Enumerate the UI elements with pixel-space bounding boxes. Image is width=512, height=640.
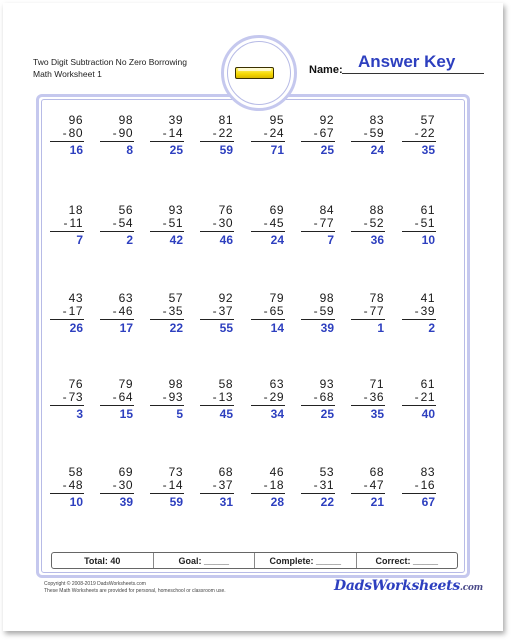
subtrahend: 14 xyxy=(168,126,183,140)
answer-rule xyxy=(150,319,184,320)
problem-item xyxy=(301,114,341,156)
subtrahend: 93 xyxy=(168,390,183,404)
subtrahend-line xyxy=(200,217,233,229)
answer: 35 xyxy=(370,407,384,421)
minus-sign: - xyxy=(212,126,218,140)
answer-rule xyxy=(251,319,285,320)
answer-rule xyxy=(251,141,285,142)
answer-rule xyxy=(402,405,436,406)
subtrahend: 37 xyxy=(218,304,233,318)
subtrahend-line xyxy=(50,391,83,403)
minus-sign: - xyxy=(263,390,269,404)
minus-sign: - xyxy=(363,216,369,230)
minus-sign: - xyxy=(62,478,68,492)
answer: 67 xyxy=(421,495,435,509)
minus-sign: - xyxy=(212,478,218,492)
answer-rule xyxy=(251,231,285,232)
minus-sign: - xyxy=(162,478,168,492)
answer: 59 xyxy=(219,143,233,157)
subtrahend: 54 xyxy=(118,216,133,230)
minuend: 73 xyxy=(168,465,183,479)
answer-rule xyxy=(301,319,335,320)
minus-sign: - xyxy=(112,390,118,404)
problem-item xyxy=(200,466,240,508)
problem-item xyxy=(150,204,190,246)
minus-sign: - xyxy=(212,216,218,230)
minuend: 98 xyxy=(168,377,183,391)
subtrahend: 65 xyxy=(269,304,284,318)
gold-bar-shine xyxy=(238,68,271,71)
subtrahend-line xyxy=(50,479,83,491)
minus-sign: - xyxy=(112,126,118,140)
minus-sign: - xyxy=(313,216,319,230)
answer-rule xyxy=(50,141,84,142)
minuend: 98 xyxy=(319,291,334,305)
name-label: Name: xyxy=(309,64,343,76)
subtrahend-line xyxy=(251,217,284,229)
answer-rule xyxy=(50,493,84,494)
problem-item xyxy=(301,378,341,420)
subtrahend: 80 xyxy=(68,126,83,140)
answer-rule xyxy=(200,405,234,406)
minuend: 58 xyxy=(218,377,233,391)
problem-item xyxy=(50,292,90,334)
subtrahend-line xyxy=(251,391,284,403)
minuend: 84 xyxy=(319,203,334,217)
subtrahend-line xyxy=(100,479,133,491)
subtrahend-line xyxy=(50,217,83,229)
problem-item xyxy=(251,466,291,508)
problem-item xyxy=(100,378,140,420)
minuend: 68 xyxy=(218,465,233,479)
answer-rule xyxy=(301,231,335,232)
minus-sign: - xyxy=(112,478,118,492)
problem-item xyxy=(402,292,442,334)
minuend: 39 xyxy=(168,113,183,127)
minus-sign: - xyxy=(162,304,168,318)
problem-item xyxy=(150,114,190,156)
minus-sign: - xyxy=(363,126,369,140)
problem-item xyxy=(251,378,291,420)
minuend: 43 xyxy=(68,291,83,305)
answer-rule xyxy=(50,231,84,232)
minuend: 76 xyxy=(68,377,83,391)
minuend: 81 xyxy=(218,113,233,127)
correct-cell: Correct: _____ xyxy=(375,555,439,566)
answer: 39 xyxy=(119,495,133,509)
answer-rule xyxy=(150,141,184,142)
copyright xyxy=(44,581,226,595)
minuend: 95 xyxy=(269,113,284,127)
problem-item xyxy=(50,114,90,156)
minuend: 88 xyxy=(369,203,384,217)
subtrahend: 16 xyxy=(420,478,435,492)
brand-name: DadsWorksheets xyxy=(334,578,460,594)
subtrahend-line xyxy=(301,391,334,403)
subtrahend-line xyxy=(402,479,435,491)
minus-sign: - xyxy=(363,478,369,492)
answer: 55 xyxy=(219,321,233,335)
answer-rule xyxy=(402,319,436,320)
minus-sign: - xyxy=(112,304,118,318)
answer: 8 xyxy=(126,143,133,157)
subtrahend-line xyxy=(402,391,435,403)
score-box xyxy=(51,552,458,569)
subtrahend: 31 xyxy=(319,478,334,492)
subtrahend-line xyxy=(150,127,183,139)
subtrahend: 22 xyxy=(420,126,435,140)
minus-sign: - xyxy=(414,126,420,140)
minuend: 79 xyxy=(118,377,133,391)
minuend: 69 xyxy=(118,465,133,479)
subtrahend-line xyxy=(301,305,334,317)
brand-logo[interactable] xyxy=(334,578,483,594)
answer-rule xyxy=(100,319,134,320)
title-line-2: Math Worksheet 1 xyxy=(33,69,102,79)
minuend: 58 xyxy=(68,465,83,479)
goal-cell: Goal: _____ xyxy=(154,553,256,568)
problem-item xyxy=(50,378,90,420)
answer: 40 xyxy=(421,407,435,421)
answer-rule xyxy=(351,141,385,142)
subtrahend: 68 xyxy=(319,390,334,404)
problem-item xyxy=(301,466,341,508)
answer-key-label: Answer Key xyxy=(358,52,456,71)
answer-rule xyxy=(351,319,385,320)
subtrahend: 59 xyxy=(319,304,334,318)
answer: 34 xyxy=(270,407,284,421)
problem-item xyxy=(200,378,240,420)
minuend: 93 xyxy=(319,377,334,391)
subtrahend-line xyxy=(351,217,384,229)
answer-rule xyxy=(150,405,184,406)
subtrahend-line xyxy=(351,391,384,403)
answer-rule xyxy=(402,231,436,232)
minuend: 76 xyxy=(218,203,233,217)
answer-rule xyxy=(301,141,335,142)
minus-sign: - xyxy=(263,478,269,492)
answer: 31 xyxy=(219,495,233,509)
subtrahend-line xyxy=(402,127,435,139)
answer-rule xyxy=(402,141,436,142)
answer: 7 xyxy=(327,233,334,247)
minus-sign: - xyxy=(62,390,68,404)
answer-rule xyxy=(150,493,184,494)
minuend: 63 xyxy=(118,291,133,305)
subtrahend: 22 xyxy=(218,126,233,140)
subtrahend-line xyxy=(351,127,384,139)
answer-rule xyxy=(150,231,184,232)
answer: 16 xyxy=(69,143,83,157)
minuend: 68 xyxy=(369,465,384,479)
problem-item xyxy=(50,204,90,246)
subtrahend: 73 xyxy=(68,390,83,404)
problem-item xyxy=(251,204,291,246)
minus-sign: - xyxy=(313,390,319,404)
subtrahend-line xyxy=(402,217,435,229)
problem-item xyxy=(251,114,291,156)
answer-rule xyxy=(301,405,335,406)
problem-item xyxy=(351,114,391,156)
subtrahend: 59 xyxy=(369,126,384,140)
minus-sign: - xyxy=(263,304,269,318)
answer-rule xyxy=(50,319,84,320)
answer: 21 xyxy=(370,495,384,509)
problem-item xyxy=(100,466,140,508)
answer-rule xyxy=(50,405,84,406)
copyright-line-2: These Math Worksheets are provided for personal, homeschool or classroom use. xyxy=(44,588,226,594)
subtrahend-line xyxy=(402,305,435,317)
name-line xyxy=(342,73,484,74)
subtrahend-line xyxy=(200,305,233,317)
subtrahend-line xyxy=(150,305,183,317)
minus-sign: - xyxy=(62,304,68,318)
answer-rule xyxy=(200,319,234,320)
subtrahend: 67 xyxy=(319,126,334,140)
subtrahend-line xyxy=(351,305,384,317)
problem-item xyxy=(150,466,190,508)
answer: 2 xyxy=(428,321,435,335)
subtrahend: 29 xyxy=(269,390,284,404)
minuend: 96 xyxy=(68,113,83,127)
problem-item xyxy=(200,204,240,246)
minuend: 61 xyxy=(420,377,435,391)
answer: 24 xyxy=(270,233,284,247)
problem-item xyxy=(351,204,391,246)
answer-rule xyxy=(351,493,385,494)
subtrahend: 51 xyxy=(168,216,183,230)
minuend: 79 xyxy=(269,291,284,305)
answer: 25 xyxy=(320,143,334,157)
problem-item xyxy=(150,378,190,420)
subtrahend: 21 xyxy=(420,390,435,404)
minuend: 61 xyxy=(420,203,435,217)
minus-sign: - xyxy=(162,390,168,404)
problem-item xyxy=(402,114,442,156)
minuend: 63 xyxy=(269,377,284,391)
minuend: 56 xyxy=(118,203,133,217)
minus-sign: - xyxy=(212,304,218,318)
answer: 26 xyxy=(69,321,83,335)
minus-sign: - xyxy=(363,390,369,404)
answer-rule xyxy=(402,493,436,494)
answer-rule xyxy=(100,141,134,142)
answer: 36 xyxy=(370,233,384,247)
answer-rule xyxy=(301,493,335,494)
answer: 24 xyxy=(370,143,384,157)
minus-sign: - xyxy=(212,390,218,404)
answer-rule xyxy=(351,405,385,406)
answer-rule xyxy=(100,405,134,406)
subtrahend: 45 xyxy=(269,216,284,230)
answer: 15 xyxy=(119,407,133,421)
subtrahend: 14 xyxy=(168,478,183,492)
subtrahend: 77 xyxy=(319,216,334,230)
minus-sign: - xyxy=(162,126,168,140)
subtrahend: 30 xyxy=(118,478,133,492)
minus-sign: - xyxy=(112,216,118,230)
subtrahend: 48 xyxy=(68,478,83,492)
minuend: 78 xyxy=(369,291,384,305)
total-cell: Total: 40 xyxy=(52,553,154,568)
subtrahend-line xyxy=(100,127,133,139)
answer: 10 xyxy=(69,495,83,509)
minuend: 18 xyxy=(68,203,83,217)
copyright-line-1: Copyright © 2008-2019 DadsWorksheets.com xyxy=(44,581,146,587)
subtrahend-line xyxy=(150,479,183,491)
subtrahend-line xyxy=(100,305,133,317)
minuend: 71 xyxy=(369,377,384,391)
problem-item xyxy=(100,292,140,334)
worksheet-title xyxy=(33,56,187,80)
subtrahend: 36 xyxy=(369,390,384,404)
problem-item xyxy=(402,378,442,420)
complete-cell: Complete: _____ xyxy=(255,553,357,568)
minus-sign: - xyxy=(63,216,69,230)
subtrahend: 77 xyxy=(369,304,384,318)
subtrahend: 35 xyxy=(168,304,183,318)
minuend: 53 xyxy=(319,465,334,479)
answer: 71 xyxy=(270,143,284,157)
minus-sign: - xyxy=(313,126,319,140)
problem-item xyxy=(301,204,341,246)
title-line-1: Two Digit Subtraction No Zero Borrowing xyxy=(33,57,188,67)
answer: 10 xyxy=(421,233,435,247)
minus-sign: - xyxy=(62,126,68,140)
minuend: 98 xyxy=(118,113,133,127)
problem-item xyxy=(200,114,240,156)
answer-rule xyxy=(251,493,285,494)
minuend: 93 xyxy=(168,203,183,217)
answer-rule xyxy=(100,493,134,494)
answer: 59 xyxy=(169,495,183,509)
subtrahend-line xyxy=(200,127,233,139)
answer-rule xyxy=(200,493,234,494)
subtrahend-line xyxy=(200,391,233,403)
minus-sign: - xyxy=(414,304,420,318)
problem-item xyxy=(402,466,442,508)
subtrahend-line xyxy=(251,479,284,491)
answer: 22 xyxy=(169,321,183,335)
answer: 7 xyxy=(76,233,83,247)
subtrahend: 51 xyxy=(420,216,435,230)
minuend: 92 xyxy=(319,113,334,127)
minus-sign: - xyxy=(263,126,269,140)
subtrahend-line xyxy=(50,305,83,317)
minuend: 69 xyxy=(269,203,284,217)
problem-item xyxy=(351,466,391,508)
answer: 46 xyxy=(219,233,233,247)
subtrahend: 39 xyxy=(420,304,435,318)
subtrahend-line xyxy=(150,391,183,403)
subtrahend-line xyxy=(301,127,334,139)
minuend: 41 xyxy=(420,291,435,305)
answer-rule xyxy=(200,231,234,232)
problem-item xyxy=(100,204,140,246)
subtrahend-line xyxy=(251,305,284,317)
minus-sign: - xyxy=(162,216,168,230)
subtrahend: 30 xyxy=(218,216,233,230)
problem-item xyxy=(402,204,442,246)
answer: 39 xyxy=(320,321,334,335)
minus-sign: - xyxy=(313,478,319,492)
problem-item xyxy=(50,466,90,508)
subtrahend-line xyxy=(150,217,183,229)
answer: 28 xyxy=(270,495,284,509)
answer: 5 xyxy=(176,407,183,421)
answer: 35 xyxy=(421,143,435,157)
problem-item xyxy=(200,292,240,334)
minus-sign: - xyxy=(363,304,369,318)
minus-sign: - xyxy=(414,478,420,492)
subtrahend: 37 xyxy=(218,478,233,492)
subtrahend-line xyxy=(50,127,83,139)
answer: 25 xyxy=(169,143,183,157)
subtrahend: 18 xyxy=(269,478,284,492)
minuend: 83 xyxy=(420,465,435,479)
subtrahend-line xyxy=(251,127,284,139)
subtrahend: 64 xyxy=(118,390,133,404)
problem-item xyxy=(100,114,140,156)
problem-item xyxy=(351,378,391,420)
answer-rule xyxy=(351,231,385,232)
brand-suffix: .com xyxy=(459,583,483,593)
answer: 45 xyxy=(219,407,233,421)
answer-rule xyxy=(100,231,134,232)
minus-sign: - xyxy=(263,216,269,230)
subtrahend: 11 xyxy=(69,216,83,230)
minuend: 83 xyxy=(369,113,384,127)
subtrahend: 52 xyxy=(369,216,384,230)
problem-item xyxy=(301,292,341,334)
subtrahend: 46 xyxy=(118,304,133,318)
subtrahend-line xyxy=(301,479,334,491)
answer: 17 xyxy=(119,321,133,335)
minus-sign: - xyxy=(414,390,420,404)
minus-sign: - xyxy=(313,304,319,318)
subtrahend: 47 xyxy=(369,478,384,492)
answer: 42 xyxy=(169,233,183,247)
subtrahend-line xyxy=(200,479,233,491)
subtrahend: 13 xyxy=(218,390,233,404)
answer: 3 xyxy=(76,407,83,421)
answer-rule xyxy=(200,141,234,142)
minuend: 46 xyxy=(269,465,284,479)
minuend: 57 xyxy=(420,113,435,127)
subtrahend: 17 xyxy=(68,304,83,318)
answer: 22 xyxy=(320,495,334,509)
minus-sign: - xyxy=(414,216,420,230)
subtrahend-line xyxy=(100,217,133,229)
minuend: 57 xyxy=(168,291,183,305)
answer: 25 xyxy=(320,407,334,421)
subtrahend-line xyxy=(351,479,384,491)
subtrahend: 90 xyxy=(118,126,133,140)
minuend: 92 xyxy=(218,291,233,305)
subtrahend: 24 xyxy=(269,126,284,140)
problem-item xyxy=(351,292,391,334)
subtrahend-line xyxy=(301,217,334,229)
answer: 14 xyxy=(270,321,284,335)
problem-item xyxy=(150,292,190,334)
subtrahend-line xyxy=(100,391,133,403)
answer-rule xyxy=(251,405,285,406)
answer: 1 xyxy=(377,321,384,335)
answer: 2 xyxy=(126,233,133,247)
problem-item xyxy=(251,292,291,334)
